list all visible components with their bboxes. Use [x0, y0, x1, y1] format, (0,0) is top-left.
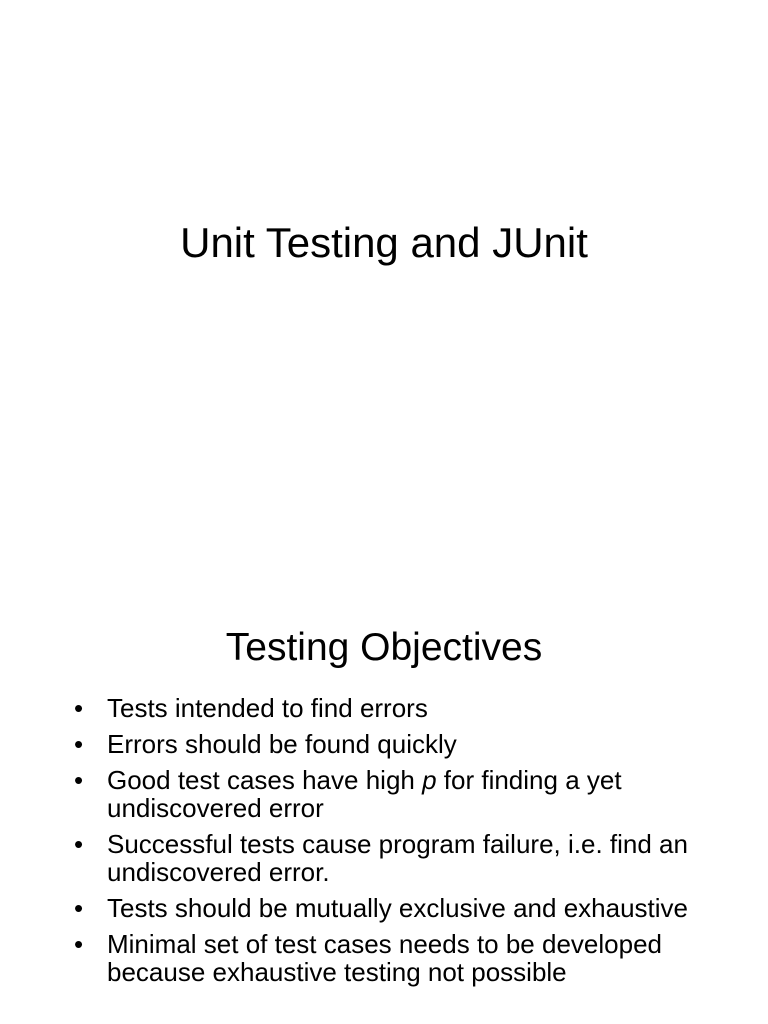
bullet-dot: • — [74, 893, 84, 923]
bullet-dot: • — [74, 693, 84, 723]
bullet-item — [74, 830, 744, 886]
bullet-item — [74, 730, 744, 758]
bullet-text: Tests intended to find errors — [107, 693, 428, 723]
bullet-text: Errors should be found quickly — [107, 729, 457, 759]
bullet-item — [74, 694, 744, 722]
bullet-dot: • — [74, 829, 84, 859]
bullet-item — [74, 766, 744, 822]
bullet-list — [74, 694, 744, 994]
bullet-text-before: Good test cases have high — [107, 765, 423, 795]
slide-title: Unit Testing and JUnit — [180, 219, 588, 266]
bullet-dot: • — [74, 765, 84, 795]
slide-heading: Testing Objectives — [225, 626, 543, 669]
bullet-text: Tests should be mutually exclusive and exhaustive — [107, 893, 688, 923]
bullet-item — [74, 894, 744, 922]
bullet-text — [107, 765, 622, 823]
bullet-text-after: for finding a yet undiscovered error — [107, 765, 622, 823]
bullet-text-italic: p — [422, 765, 437, 795]
bullet-item — [74, 930, 744, 986]
bullet-dot: • — [74, 729, 84, 759]
bullet-dot: • — [74, 929, 84, 959]
content-slide — [0, 576, 768, 1024]
bullet-text: Minimal set of test cases needs to be developed because exhaustive testing not possible — [107, 929, 662, 987]
bullet-text: Successful tests cause program failure, i.e. find an undiscovered error. — [107, 829, 688, 887]
